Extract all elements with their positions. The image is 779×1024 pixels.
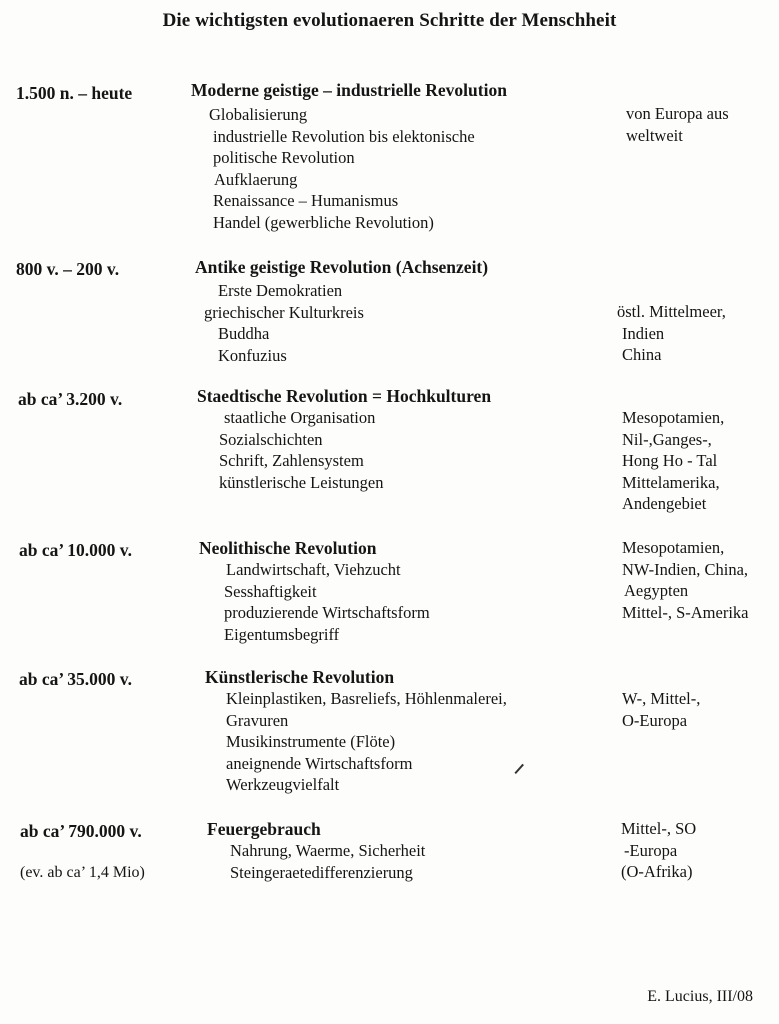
list-item: industrielle Revolution bis elektonische	[213, 126, 475, 146]
region-item: Mittel-, SO	[621, 819, 697, 838]
section-items	[226, 688, 507, 796]
list-item: politische Revolution	[213, 148, 355, 168]
list-item: Kleinplastiken, Basreliefs, Höhlenmalerei,	[226, 689, 507, 708]
section-regions	[622, 688, 700, 731]
region-item: NW-Indien, China,	[622, 559, 749, 579]
section-items	[204, 280, 364, 366]
region-item: Mesopotamien,	[622, 538, 725, 557]
document-title: Die wichtigsten evolutionaeren Schritte der Menschheit	[162, 10, 617, 31]
section-heading: Staedtische Revolution = Hochkulturen	[197, 386, 492, 406]
list-item: Eigentumsbegriff	[224, 624, 340, 644]
region-item: (O-Afrika)	[621, 862, 693, 882]
region-item: weltweit	[626, 125, 683, 145]
list-item: Sozialschichten	[219, 429, 323, 449]
list-item: Sesshaftigkeit	[224, 581, 317, 601]
region-item: O-Europa	[622, 710, 688, 730]
list-item: Handel (gewerbliche Revolution)	[213, 212, 434, 232]
section-regions	[622, 537, 748, 623]
list-item: aneignende Wirtschaftsform	[226, 753, 413, 773]
region-item: Mittelamerika,	[622, 472, 720, 492]
section-heading: Antike geistige Revolution (Achsenzeit)	[195, 257, 489, 277]
list-item: künstlerische Leistungen	[219, 472, 384, 492]
list-item: griechischer Kulturkreis	[204, 302, 364, 322]
region-item: Andengebiet	[622, 494, 707, 514]
region-item: China	[622, 345, 662, 365]
list-item: Nahrung, Waerme, Sicherheit	[230, 841, 426, 860]
list-item: staatliche Organisation	[224, 408, 376, 427]
section-items	[224, 559, 430, 645]
section-items	[230, 840, 425, 883]
list-item: Landwirtschaft, Viehzucht	[226, 560, 401, 579]
section-heading: Künstlerische Revolution	[205, 667, 395, 687]
list-item: Musikinstrumente (Flöte)	[226, 732, 396, 752]
list-item: produzierende Wirtschaftsform	[224, 603, 430, 623]
section-regions	[626, 103, 729, 146]
list-item: Schrift, Zahlensystem	[219, 451, 364, 471]
author-signature: E. Lucius, III/08	[647, 988, 753, 1005]
section-heading: Moderne geistige – industrielle Revolution	[191, 80, 507, 100]
list-item: Renaissance – Humanismus	[213, 191, 399, 211]
era-label: 800 v. – 200 v.	[16, 259, 120, 279]
era-label: ab ca’ 10.000 v.	[19, 540, 132, 560]
section-regions	[622, 407, 724, 515]
list-item: Steingeraetedifferenzierung	[230, 862, 413, 882]
era-note: (ev. ab ca’ 1,4 Mio)	[20, 864, 145, 881]
list-item: Erste Demokratien	[218, 281, 343, 300]
region-item: Mesopotamien,	[622, 408, 725, 427]
section-heading: Feuergebrauch	[207, 819, 321, 839]
region-item: von Europa aus	[626, 104, 729, 123]
region-item: Aegypten	[624, 581, 689, 601]
pen-mark	[514, 764, 523, 774]
region-item: östl. Mittelmeer,	[617, 302, 726, 321]
era-label: 1.500 n. – heute	[16, 83, 133, 103]
era-label: ab ca’ 35.000 v.	[19, 669, 132, 689]
region-item: Nil-,Ganges-,	[622, 429, 712, 449]
list-item: Globalisierung	[209, 105, 308, 124]
list-item: Buddha	[218, 324, 270, 344]
region-item: Mittel-, S-Amerika	[622, 602, 749, 622]
list-item: Werkzeugvielfalt	[226, 775, 340, 795]
section-items	[209, 104, 475, 234]
era-label: ab ca’ 3.200 v.	[18, 389, 123, 409]
section-regions	[621, 818, 696, 883]
region-item: Indien	[622, 323, 665, 343]
era-label: ab ca’ 790.000 v.	[20, 821, 142, 841]
region-item: Hong Ho - Tal	[622, 451, 718, 471]
section-items	[219, 407, 384, 493]
list-item: Aufklaerung	[214, 169, 298, 189]
section-heading: Neolithische Revolution	[199, 538, 377, 558]
list-item: Gravuren	[226, 710, 289, 730]
list-item: Konfuzius	[218, 345, 287, 365]
region-item: -Europa	[624, 840, 678, 860]
section-regions	[617, 301, 726, 366]
region-item: W-, Mittel-,	[622, 689, 701, 708]
